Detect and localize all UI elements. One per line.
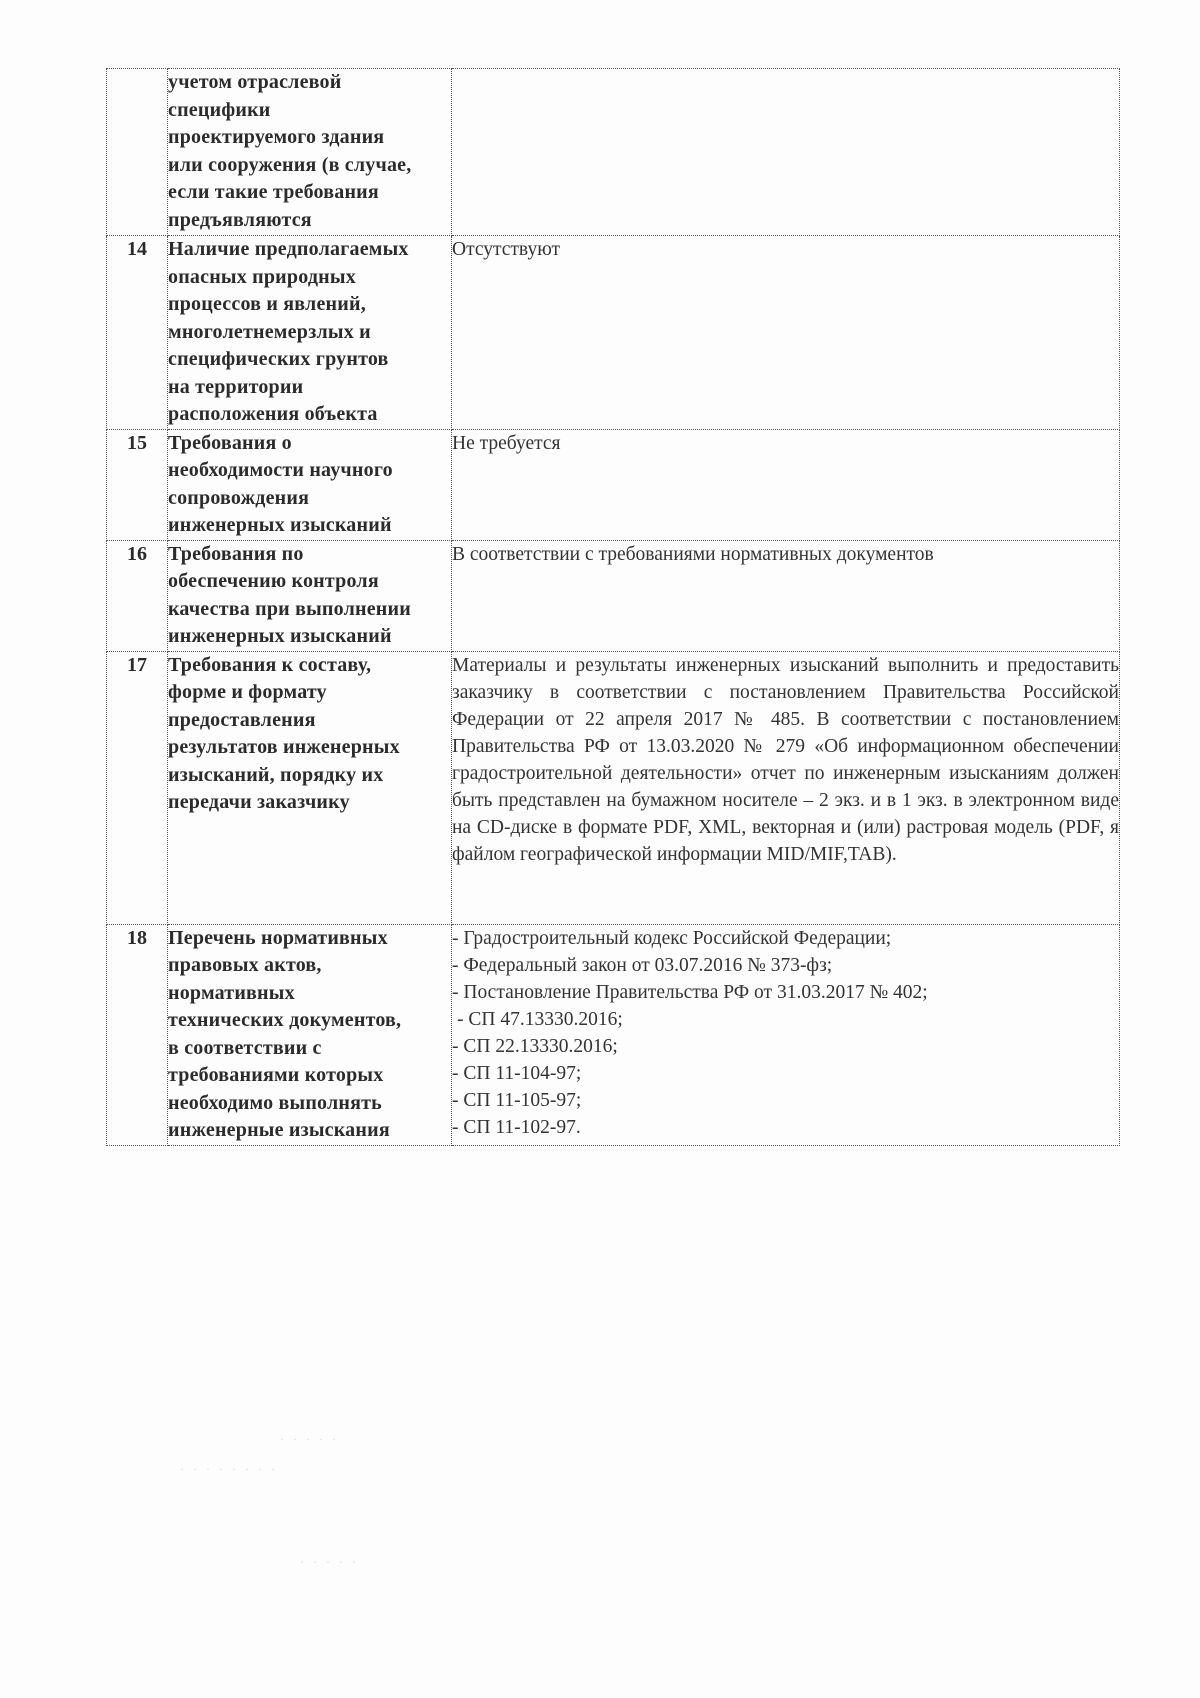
requirement-name: Перечень нормативных правовых актов, нормативных технических документов, в соответствии с требованиями которых необходимо выполнять инженерные изыскания [168, 924, 452, 1145]
list-item: - Градостроительный кодекс Российской Федерации; [452, 927, 892, 949]
requirement-name: Требования к составу, форме и формату предоставления результатов инженерных изысканий, порядку их передачи заказчику [168, 651, 452, 924]
list-item: - Постановление Правительства РФ от 31.03.2017 № 402; [452, 981, 928, 1003]
table-row [107, 429, 1120, 540]
table-row [107, 236, 1120, 430]
row-number: 18 [107, 924, 168, 1145]
table-row [107, 540, 1120, 651]
list-item: - СП 47.13330.2016; [457, 1008, 623, 1030]
requirements-table [106, 68, 1120, 1146]
requirement-value [452, 69, 1120, 236]
requirement-name: Наличие предполагаемых опасных природных процессов и явлений, многолетнемерзлых и специфических грунтов на территории расположения объекта [168, 236, 452, 430]
row-number: 16 [107, 540, 168, 651]
row-number [107, 69, 168, 236]
requirement-value: Не требуется [452, 429, 1120, 540]
requirement-value: Отсутствуют [452, 236, 1120, 430]
requirement-name: Требования по обеспечению контроля качества при выполнении инженерных изысканий [168, 540, 452, 651]
requirement-name: Требования о необходимости научного сопровождения инженерных изысканий [168, 429, 452, 540]
requirement-name: учетом отраслевой специфики проектируемого здания или сооружения (в случае, если такие требования предъявляются [168, 69, 452, 236]
scan-bleed-mark: · · · · · · · · [180, 1462, 278, 1476]
list-item: - Федеральный закон от 03.07.2016 № 373-фз; [452, 954, 833, 976]
row-number: 14 [107, 236, 168, 430]
table-row [107, 651, 1120, 924]
list-item: - СП 11-105-97; [452, 1089, 582, 1111]
row-number: 15 [107, 429, 168, 540]
requirement-value: Материалы и результаты инженерных изысканий выполнить и предоставить заказчику в соответствии с постановлением Правительства Российской Федерации от 22 апреля 2017 № 485. В соответствии с постановлением Правительства РФ от 13.03.2020 № 279 «Об информационном обеспечении градостроительной деятельности» отчет по инженерным изысканиям должен быть представлен на бумажном носителе – 2 экз. и в 1 экз. в электронном виде на CD-диске в формате PDF, XML, векторная и (или) растровая модель (PDF, я файлом географической информации MID/MIF,TAB). [452, 651, 1120, 924]
list-item: - СП 11-104-97; [452, 1062, 582, 1084]
table-row [107, 69, 1120, 236]
list-item: - СП 11-102-97. [452, 1116, 581, 1138]
scan-bleed-mark: · · · · · [300, 1555, 359, 1569]
regulatory-documents-list [452, 924, 1120, 1145]
list-item: - СП 22.13330.2016; [452, 1035, 618, 1057]
table-row [107, 924, 1120, 1145]
row-number: 17 [107, 651, 168, 924]
scan-bleed-mark: · · · · · [280, 1432, 339, 1446]
requirement-value: В соответствии с требованиями нормативных документов [452, 540, 1120, 651]
